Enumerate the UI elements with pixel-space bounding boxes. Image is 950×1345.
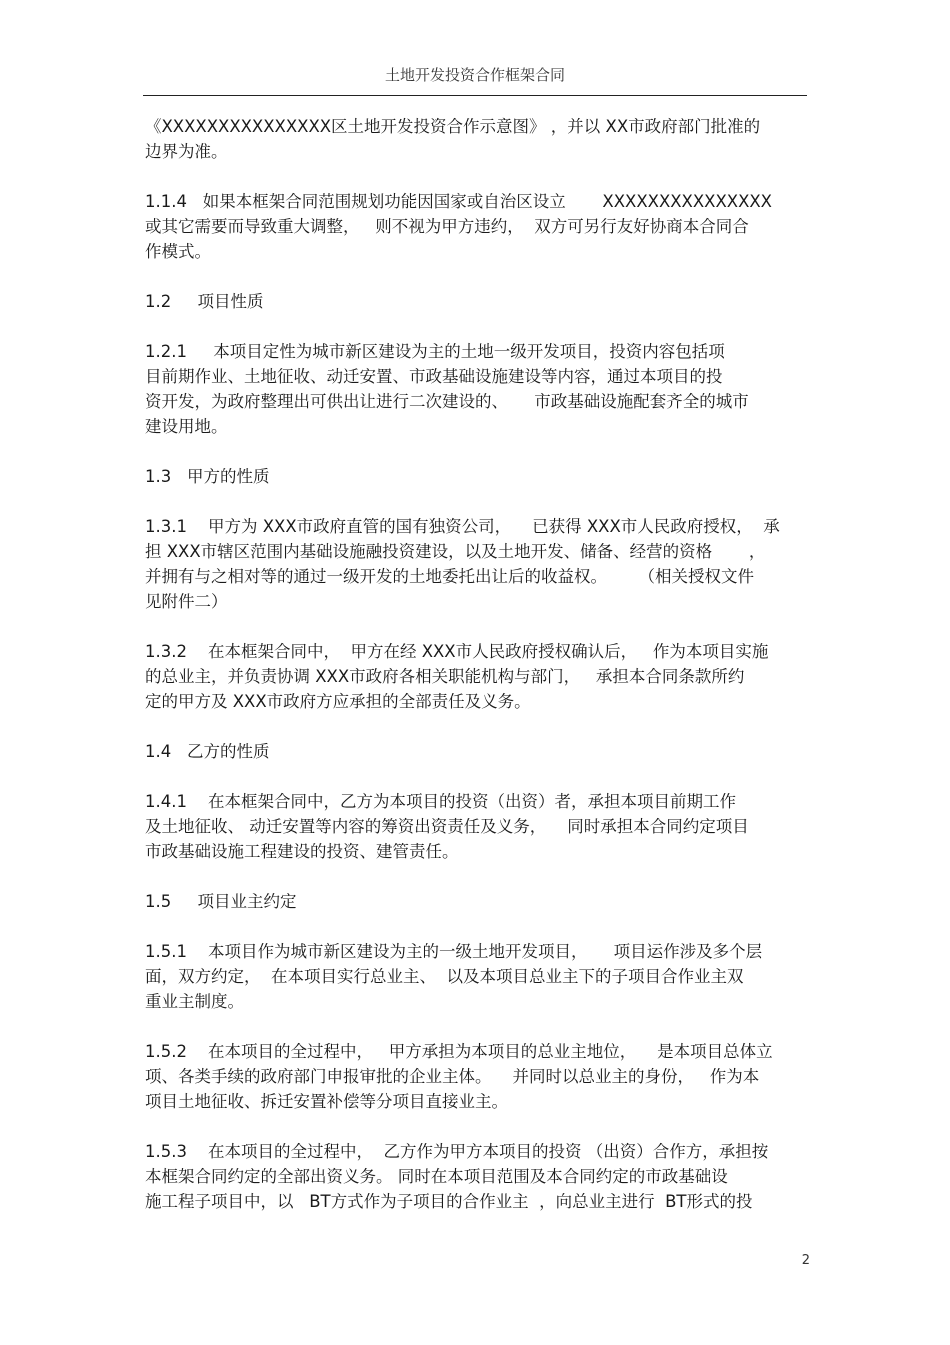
- paragraph-gap: [145, 489, 825, 514]
- paragraph: [145, 1139, 825, 1214]
- paragraph: [145, 464, 825, 489]
- paragraph-gap: [145, 614, 825, 639]
- text-line: 及土地征收、 动迁安置等内容的筹资出资责任及义务， 同时承担本合同约定项目: [145, 817, 749, 836]
- text-line: 本框架合同约定的全部出资义务。 同时在本项目范围及本合同约定的市政基础设: [145, 1167, 728, 1186]
- paragraph: [145, 114, 825, 164]
- text-line: 1.5.1 本项目作为城市新区建设为主的一级土地开发项目， 项目运作涉及多个层: [145, 942, 763, 961]
- page-header-title: 土地开发投资合作框架合同: [384, 66, 565, 84]
- page-number: 2: [801, 1253, 810, 1268]
- text-line: 1.2 项目性质: [145, 292, 264, 311]
- paragraph-gap: [145, 914, 825, 939]
- text-line: 或其它需要而导致重大调整， 则不视为甲方违约， 双方可另行友好协商本合同合: [145, 217, 749, 236]
- paragraph-gap: [145, 864, 825, 889]
- paragraph-gap: [145, 314, 825, 339]
- text-line: 重业主制度。: [145, 992, 244, 1011]
- text-line: 1.4 乙方的性质: [145, 742, 270, 761]
- paragraph: [145, 339, 825, 439]
- text-line: 作模式。: [145, 242, 211, 261]
- paragraph: [145, 639, 825, 714]
- paragraph-gap: [145, 764, 825, 789]
- text-line: 1.1.4 如果本框架合同范围规划功能因国家或自治区设立 XXXXXXXXXXXXXXX: [145, 192, 772, 211]
- text-line: 建设用地。: [145, 417, 228, 436]
- text-line: 见附件二）: [145, 592, 228, 611]
- text-line: 资开发，为政府整理出可供出让进行二次建设的、 市政基础设施配套齐全的城市: [145, 392, 749, 411]
- text-line: 项目土地征收、拆迁安置补偿等分项目直接业主。: [145, 1092, 508, 1111]
- text-line: 1.3 甲方的性质: [145, 467, 270, 486]
- paragraph-gap: [145, 164, 825, 189]
- text-line: 施工程子项目中，以 BT方式作为子项目的合作业主 ，向总业主进行 BT形式的投: [145, 1192, 753, 1211]
- paragraph: [145, 939, 825, 1014]
- text-line: 1.3.2 在本框架合同中， 甲方在经 XXX市人民政府授权确认后， 作为本项目实施: [145, 642, 769, 661]
- text-line: 定的甲方及 XXX市政府方应承担的全部责任及义务。: [145, 692, 531, 711]
- text-line: 并拥有与之相对等的通过一级开发的土地委托出让后的收益权。 （相关授权文件: [145, 567, 754, 586]
- paragraph: [145, 739, 825, 764]
- paragraph-gap: [145, 264, 825, 289]
- paragraph: [145, 789, 825, 864]
- paragraph-gap: [145, 1014, 825, 1039]
- text-line: 边界为准。: [145, 142, 228, 161]
- text-line: 市政基础设施工程建设的投资、建管责任。: [145, 842, 459, 861]
- header-rule: [143, 95, 807, 96]
- paragraph: [145, 189, 825, 264]
- text-line: 的总业主，并负责协调 XXX市政府各相关职能机构与部门， 承担本合同条款所约: [145, 667, 745, 686]
- text-line: 项、各类手续的政府部门申报审批的企业主体。 并同时以总业主的身份， 作为本: [145, 1067, 760, 1086]
- text-line: 1.2.1 本项目定性为城市新区建设为主的土地一级开发项目，投资内容包括项: [145, 342, 725, 361]
- text-line: 1.4.1 在本框架合同中，乙方为本项目的投资（出资）者，承担本项目前期工作: [145, 792, 736, 811]
- text-line: 1.5 项目业主约定: [145, 892, 297, 911]
- paragraph-gap: [145, 1114, 825, 1139]
- text-line: 1.3.1 甲方为 XXX市政府直管的国有独资公司， 已获得 XXX市人民政府授权， 承: [145, 517, 780, 536]
- text-line: 《XXXXXXXXXXXXXXX区土地开发投资合作示意图》 ，并以 XX市政府部门批准的: [145, 117, 761, 136]
- document-body: [145, 114, 825, 1214]
- paragraph: [145, 889, 825, 914]
- text-line: 担 XXX市辖区范围内基础设施融投资建设，以及土地开发、储备、经营的资格 ，: [145, 542, 766, 561]
- text-line: 面，双方约定， 在本项目实行总业主、 以及本项目总业主下的子项目合作业主双: [145, 967, 744, 986]
- paragraph: [145, 514, 825, 614]
- text-line: 1.5.2 在本项目的全过程中， 甲方承担为本项目的总业主地位， 是本项目总体立: [145, 1042, 773, 1061]
- paragraph: [145, 1039, 825, 1114]
- paragraph-gap: [145, 439, 825, 464]
- text-line: 目前期作业、土地征收、动迁安置、市政基础设施建设等内容，通过本项目的投: [145, 367, 723, 386]
- paragraph-gap: [145, 714, 825, 739]
- paragraph: [145, 289, 825, 314]
- text-line: 1.5.3 在本项目的全过程中， 乙方作为甲方本项目的投资 （出资）合作方，承担按: [145, 1142, 769, 1161]
